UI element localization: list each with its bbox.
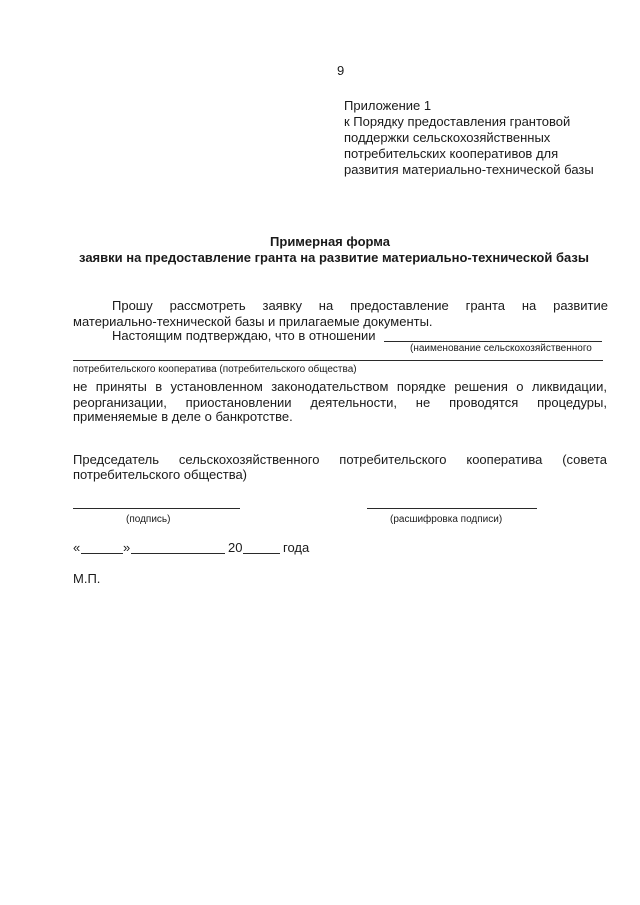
cooperative-name-hint: (наименование сельскохозяйственного xyxy=(410,343,592,354)
cooperative-name-hint-2: потребительского кооператива (потребительского общества) xyxy=(73,364,357,375)
appendix-line: Приложение 1 xyxy=(344,98,432,113)
date-year-blank xyxy=(243,553,280,554)
appendix-line: развития материально-технической базы xyxy=(344,162,594,177)
date-suffix: года xyxy=(283,540,310,555)
signature-line xyxy=(73,508,240,509)
appendix-line: к Порядку предоставления грантовой xyxy=(344,114,571,129)
signer-title-line2: потребительского общества) xyxy=(73,467,248,482)
cooperative-name-blank xyxy=(384,341,602,342)
date-month-blank xyxy=(131,553,225,554)
date-open-quote: « xyxy=(73,540,81,555)
signer-title-line1: Председатель сельскохозяйственного потребительского кооператива (совета xyxy=(73,452,607,467)
request-text-line1: Прошу рассмотреть заявку на предоставление гранта на развитие xyxy=(112,298,608,313)
date-day-blank xyxy=(81,553,123,554)
statement-line2: реорганизации, приостановлении деятельности, не проводятся процедуры, xyxy=(73,395,607,410)
appendix-line: поддержки сельскохозяйственных xyxy=(344,130,551,145)
appendix-line: потребительских кооперативов для xyxy=(344,146,559,161)
date-close-quote: » xyxy=(123,540,131,555)
stamp-place: М.П. xyxy=(73,571,101,586)
cooperative-name-blank-2 xyxy=(73,360,603,361)
date-century: 20 xyxy=(228,540,243,555)
confirm-text: Настоящим подтверждаю, что в отношении xyxy=(112,328,376,343)
signature-decoding-label: (расшифровка подписи) xyxy=(390,514,503,525)
request-text-line2: материально-технической базы и прилагаемые документы. xyxy=(73,314,433,329)
statement-line1: не приняты в установленном законодательством порядке решения о ликвидации, xyxy=(73,379,607,394)
page-number: 9 xyxy=(337,63,345,78)
signature-label: (подпись) xyxy=(126,514,171,525)
form-subtitle: заявки на предоставление гранта на развитие материально-технической базы xyxy=(79,250,589,265)
form-title: Примерная форма xyxy=(270,234,390,249)
signature-decoding-line xyxy=(367,508,537,509)
statement-line3: применяемые в деле о банкротстве. xyxy=(73,409,293,424)
